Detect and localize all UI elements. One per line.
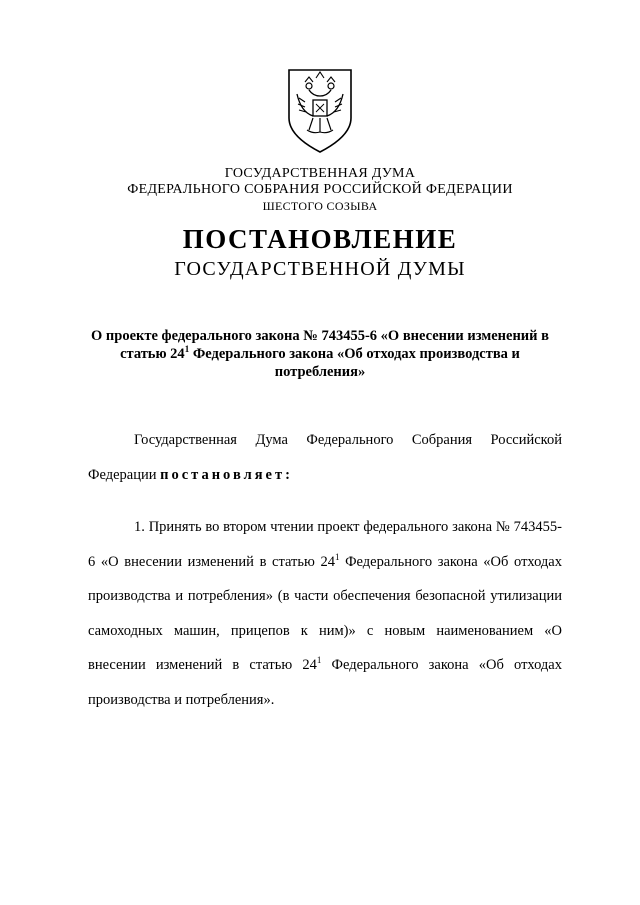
header-line-2: ФЕДЕРАЛЬНОГО СОБРАНИЯ РОССИЙСКОЙ ФЕДЕРАЦИИ <box>127 182 513 197</box>
subject-superscript: 1 <box>184 344 190 355</box>
document-title: ПОСТАНОВЛЕНИЕ <box>182 224 458 254</box>
paragraph-1-superscript-1: 1 <box>334 551 340 562</box>
intro-emphasis: постановляет: <box>160 466 293 483</box>
subject-text-1: О проекте федерального закона № 743455-6 «О внесении изменений в статью 24 <box>91 328 549 362</box>
paragraph-1-text-1: 1. Принять во втором чтении проект федерального закона № 743455-6 «О внесении изменений в статью 24 <box>88 519 562 570</box>
header-line-1: ГОСУДАРСТВЕННАЯ ДУМА <box>224 166 416 181</box>
intro-paragraph <box>88 423 562 492</box>
paragraph-1-text-3: Федерального закона «Об отходах производства и потребления». <box>88 657 562 708</box>
coat-of-arms-icon <box>283 66 357 156</box>
paragraph-1-text-2: Федерального закона «Об отходах производства и потребления» (в части обеспечения безопасной утилизации самоходных машин, прицепов к ним)» с новым наименованием «О внесении изменений в статью 24 <box>88 553 562 673</box>
document-subtitle: ГОСУДАРСТВЕННОЙ ДУМЫ <box>174 258 466 280</box>
header-line-3: ШЕСТОГО СОЗЫВА <box>262 199 378 213</box>
document-subject <box>90 327 550 381</box>
paragraph-1 <box>88 510 562 717</box>
subject-text-2: Федерального закона «Об отходах производства и потребления» <box>189 346 520 380</box>
intro-text: Государственная Дума Федерального Собрания Российской Федерации <box>88 432 562 483</box>
paragraph-1-superscript-2: 1 <box>316 655 322 666</box>
